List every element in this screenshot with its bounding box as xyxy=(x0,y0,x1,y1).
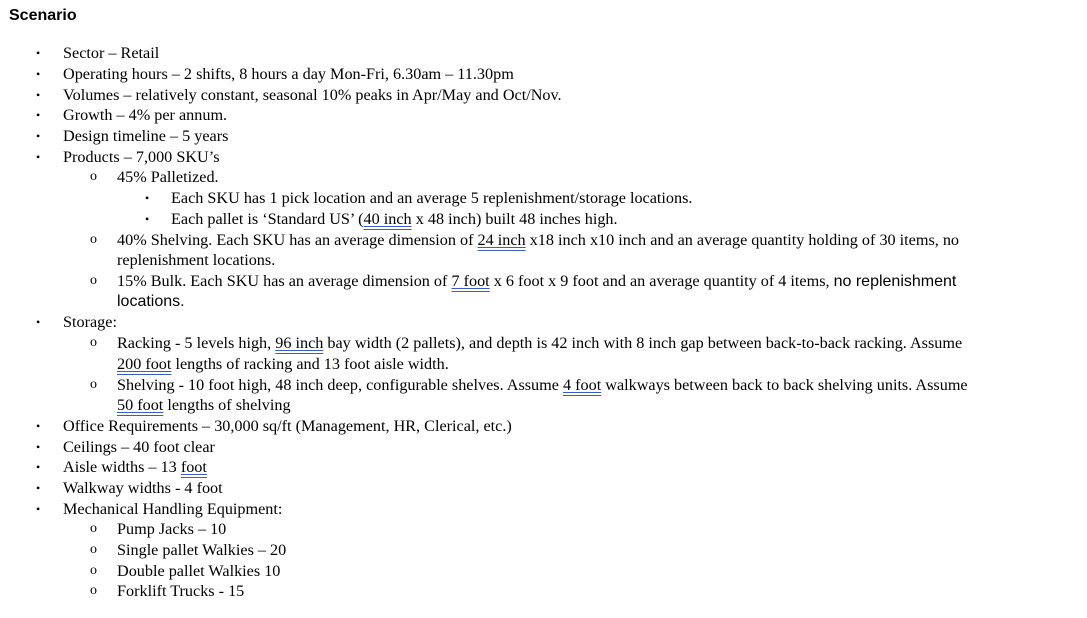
list-item-pick-location: Each SKU has 1 pick location and an average 5 replenishment/storage locations. xyxy=(171,189,693,207)
text-run: lengths of racking and 13 foot aisle width. xyxy=(171,355,449,373)
list-item-racking xyxy=(117,333,962,353)
list-item-forklift-trucks: Forklift Trucks - 15 xyxy=(117,582,245,600)
spellcheck-underline[interactable]: 40 inch xyxy=(363,210,412,228)
bullet: • xyxy=(36,108,41,122)
bullet: • xyxy=(36,502,41,516)
list-item-office: Office Requirements – 30,000 sq/ft (Management, HR, Clerical, etc.) xyxy=(63,417,512,435)
sub-bullet: o xyxy=(90,583,97,598)
list-item-mhe: Mechanical Handling Equipment: xyxy=(63,500,283,518)
list-item-shelves xyxy=(117,375,968,395)
text-run: bay width (2 pallets), and depth is 42 inch with 8 inch gap between back-to-back racking. Assume xyxy=(323,334,963,352)
bullet: • xyxy=(36,150,41,164)
text-run: Aisle widths – 13 xyxy=(63,458,181,476)
text-run: Shelving - 10 foot high, 48 inch deep, configurable shelves. Assume xyxy=(117,376,563,394)
sub-bullet: o xyxy=(90,377,97,392)
list-item-walkway-widths: Walkway widths - 4 foot xyxy=(63,479,223,497)
sub-bullet: o xyxy=(90,563,97,578)
sub-bullet: o xyxy=(90,232,97,247)
text-run: walkways between back to back shelving units. Assume xyxy=(601,376,968,394)
bullet: • xyxy=(36,46,41,60)
list-item-palletized: 45% Palletized. xyxy=(117,168,219,186)
spellcheck-underline[interactable]: 50 foot xyxy=(117,396,164,414)
list-item-volumes: Volumes – relatively constant, seasonal 10% peaks in Apr/May and Oct/Nov. xyxy=(63,86,562,104)
text-run: Racking - 5 levels high, xyxy=(117,334,276,352)
text-run: Each pallet is ‘Standard US’ ( xyxy=(171,210,364,228)
text-run: x18 inch x10 inch and an average quantity holding of 30 items, no xyxy=(525,231,960,249)
bullet: • xyxy=(36,315,41,329)
sub-bullet: o xyxy=(90,273,97,288)
list-item-sector: Sector – Retail xyxy=(63,44,160,62)
bullet: • xyxy=(36,481,41,495)
bullet: • xyxy=(36,460,41,474)
sub-bullet: o xyxy=(90,521,97,536)
sub-sub-bullet: • xyxy=(145,212,150,226)
list-item-shelving-cont: replenishment locations. xyxy=(117,251,276,269)
bullet: • xyxy=(36,440,41,454)
text-run: x 48 inch) built 48 inches high. xyxy=(411,210,618,228)
list-item-shelves-cont xyxy=(117,395,291,415)
sub-bullet: o xyxy=(90,335,97,350)
list-item-operating-hours: Operating hours – 2 shifts, 8 hours a day Mon-Fri, 6.30am – 11.30pm xyxy=(63,65,514,83)
list-item-growth: Growth – 4% per annum. xyxy=(63,106,228,124)
sub-sub-bullet: • xyxy=(145,191,150,205)
list-item-design-timeline: Design timeline – 5 years xyxy=(63,127,229,145)
bullet: • xyxy=(36,88,41,102)
bullet: • xyxy=(36,129,41,143)
list-item-pump-jacks: Pump Jacks – 10 xyxy=(117,520,227,538)
page-title: Scenario xyxy=(9,7,77,24)
sub-bullet: o xyxy=(90,169,97,184)
spellcheck-underline[interactable]: 4 foot xyxy=(562,376,602,394)
list-item-pallet-standard xyxy=(171,209,618,229)
text-run: no replenishment xyxy=(833,273,957,290)
spellcheck-underline[interactable]: 96 inch xyxy=(275,334,324,352)
text-run: 15% Bulk. Each SKU has an average dimension of xyxy=(117,272,452,290)
spellcheck-underline[interactable]: 7 foot xyxy=(451,272,490,290)
text-run: 40% Shelving. Each SKU has an average dimension of xyxy=(117,231,478,249)
spellcheck-underline[interactable]: 200 foot xyxy=(117,355,172,373)
sub-bullet: o xyxy=(90,542,97,557)
text-run: x 6 foot x 9 foot and an average quantity of 4 items, xyxy=(489,272,834,290)
list-item-bulk xyxy=(117,271,956,292)
list-item-storage: Storage: xyxy=(63,313,117,331)
list-item-shelving xyxy=(117,230,959,250)
bullet: • xyxy=(36,67,41,81)
list-item-racking-cont xyxy=(117,354,449,374)
list-item-ceilings: Ceilings – 40 foot clear xyxy=(63,438,215,456)
spellcheck-underline[interactable]: 24 inch xyxy=(477,231,526,249)
bullet: • xyxy=(36,419,41,433)
list-item-bulk-cont: locations. xyxy=(117,293,185,310)
text-run: lengths of shelving xyxy=(163,396,291,414)
spellcheck-underline[interactable]: foot xyxy=(180,458,207,476)
list-item-aisle-widths xyxy=(63,457,207,477)
list-item-double-walkies: Double pallet Walkies 10 xyxy=(117,562,281,580)
list-item-single-walkies: Single pallet Walkies – 20 xyxy=(117,541,287,559)
list-item-products: Products – 7,000 SKU’s xyxy=(63,148,220,166)
